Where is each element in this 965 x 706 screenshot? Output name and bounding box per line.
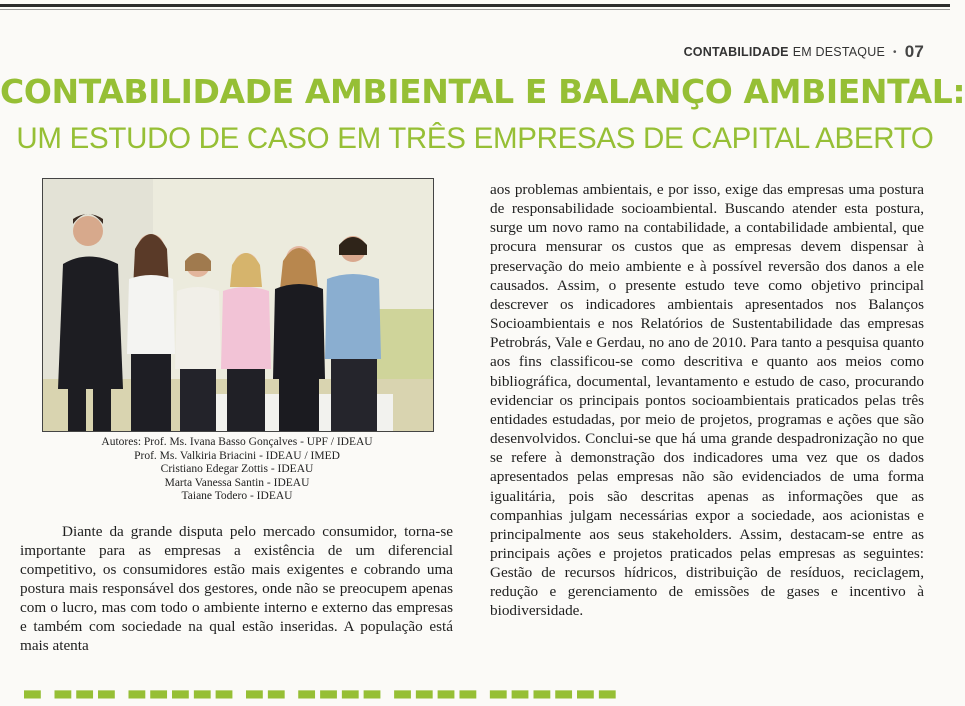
authors-photo: [42, 178, 434, 432]
section-name-bold: CONTABILIDADE: [683, 45, 789, 59]
body-column-right: [490, 180, 924, 621]
header-bullet: •: [892, 46, 897, 58]
article-subtitle: UM ESTUDO DE CASO EM TRÊS EMPRESAS DE CAPITAL ABERTO: [16, 122, 934, 155]
caption-line: Taiane Todero - IDEAU: [181, 490, 293, 503]
photo-caption: [42, 436, 432, 504]
running-header: [684, 42, 924, 62]
top-rule-thin: [0, 9, 950, 10]
section-name-rest: EM DESTAQUE: [792, 45, 885, 59]
group-photo-illustration: [43, 179, 433, 431]
body-paragraph: Diante da grande disputa pelo mercado consumidor, torna-se importante para as empresas a existência de um diferencial competitivo, os consumidores estão mais exigentes e cobrando uma postura mais responsável dos gestores, onde não se preocupem apenas com o lucro, mas com todo o ambiente interno e externo das empresas e também com sociedade na qual estão inseridas. A população está mais atenta: [20, 523, 453, 654]
cropped-title-fragment: ▬ ▬▬▬ ▬▬▬▬▬ ▬▬ ▬▬▬▬ ▬▬▬▬ ▬▬▬▬▬▬: [22, 681, 619, 706]
caption-line: Autores: Prof. Ms. Ivana Basso Gonçalves - UPF / IDEAU: [101, 436, 373, 448]
article-title: CONTABILIDADE AMBIENTAL E BALANÇO AMBIENTAL:: [0, 72, 965, 111]
caption-line: Prof. Ms. Valkiria Briacini - IDEAU / IMED: [134, 449, 340, 462]
top-rule: [0, 4, 950, 7]
caption-line: Cristiano Edegar Zottis - IDEAU: [160, 463, 314, 476]
caption-line: Marta Vanessa Santin - IDEAU: [164, 476, 310, 489]
next-title-strip: [0, 681, 950, 706]
body-column-left: [20, 522, 453, 655]
body-paragraph: aos problemas ambientais, e por isso, exige das empresas uma postura de responsabilidade socioambiental. Buscando atender esta postura, surge um novo ramo na contabilidade, a contabilidade ambiental, que procura mensurar os custos que as empresas devem dispensar à preservação do meio ambiente e à possível reversão dos danos a ele causados. Assim, o presente estudo teve como objetivo principal descrever os indicadores ambientais apresentados nos Balanços Socioambientais e nos Relatórios de Sustentabilidade das empresas Petrobrás, Vale e Gerdau, no ano de 2010. Para tanto a pesquisa quanto aos fins classificou-se como descritiva e quanto aos meios como bibliográfica, documental, levantamento e estudo de caso, procurando evidenciar os principais pontos socioambientais praticados pelas três entidades estudadas, por meio de projetos, programas e ações que são desenvolvidos. Conclui-se que há uma grande despadronização no que se refere à demonstração dos indicadores uma vez que os dados apresentados pelas empresas não são evidenciados de uma forma igualitária, pois são descritas apenas as informações que as companhias julgam necessárias expor a sociedade, aos acionistas e principalmente aos seus stakeholders. Assim, destacam-se entre as principais ações e projetos praticados pelas empresas as seguintes: Gestão de recursos hídricos, distribuição de resíduos, reciclagem, redução e gerenciamento de emissões de gases e incentivo à biodiversidade.: [490, 181, 924, 620]
page-number: 07: [904, 42, 924, 61]
